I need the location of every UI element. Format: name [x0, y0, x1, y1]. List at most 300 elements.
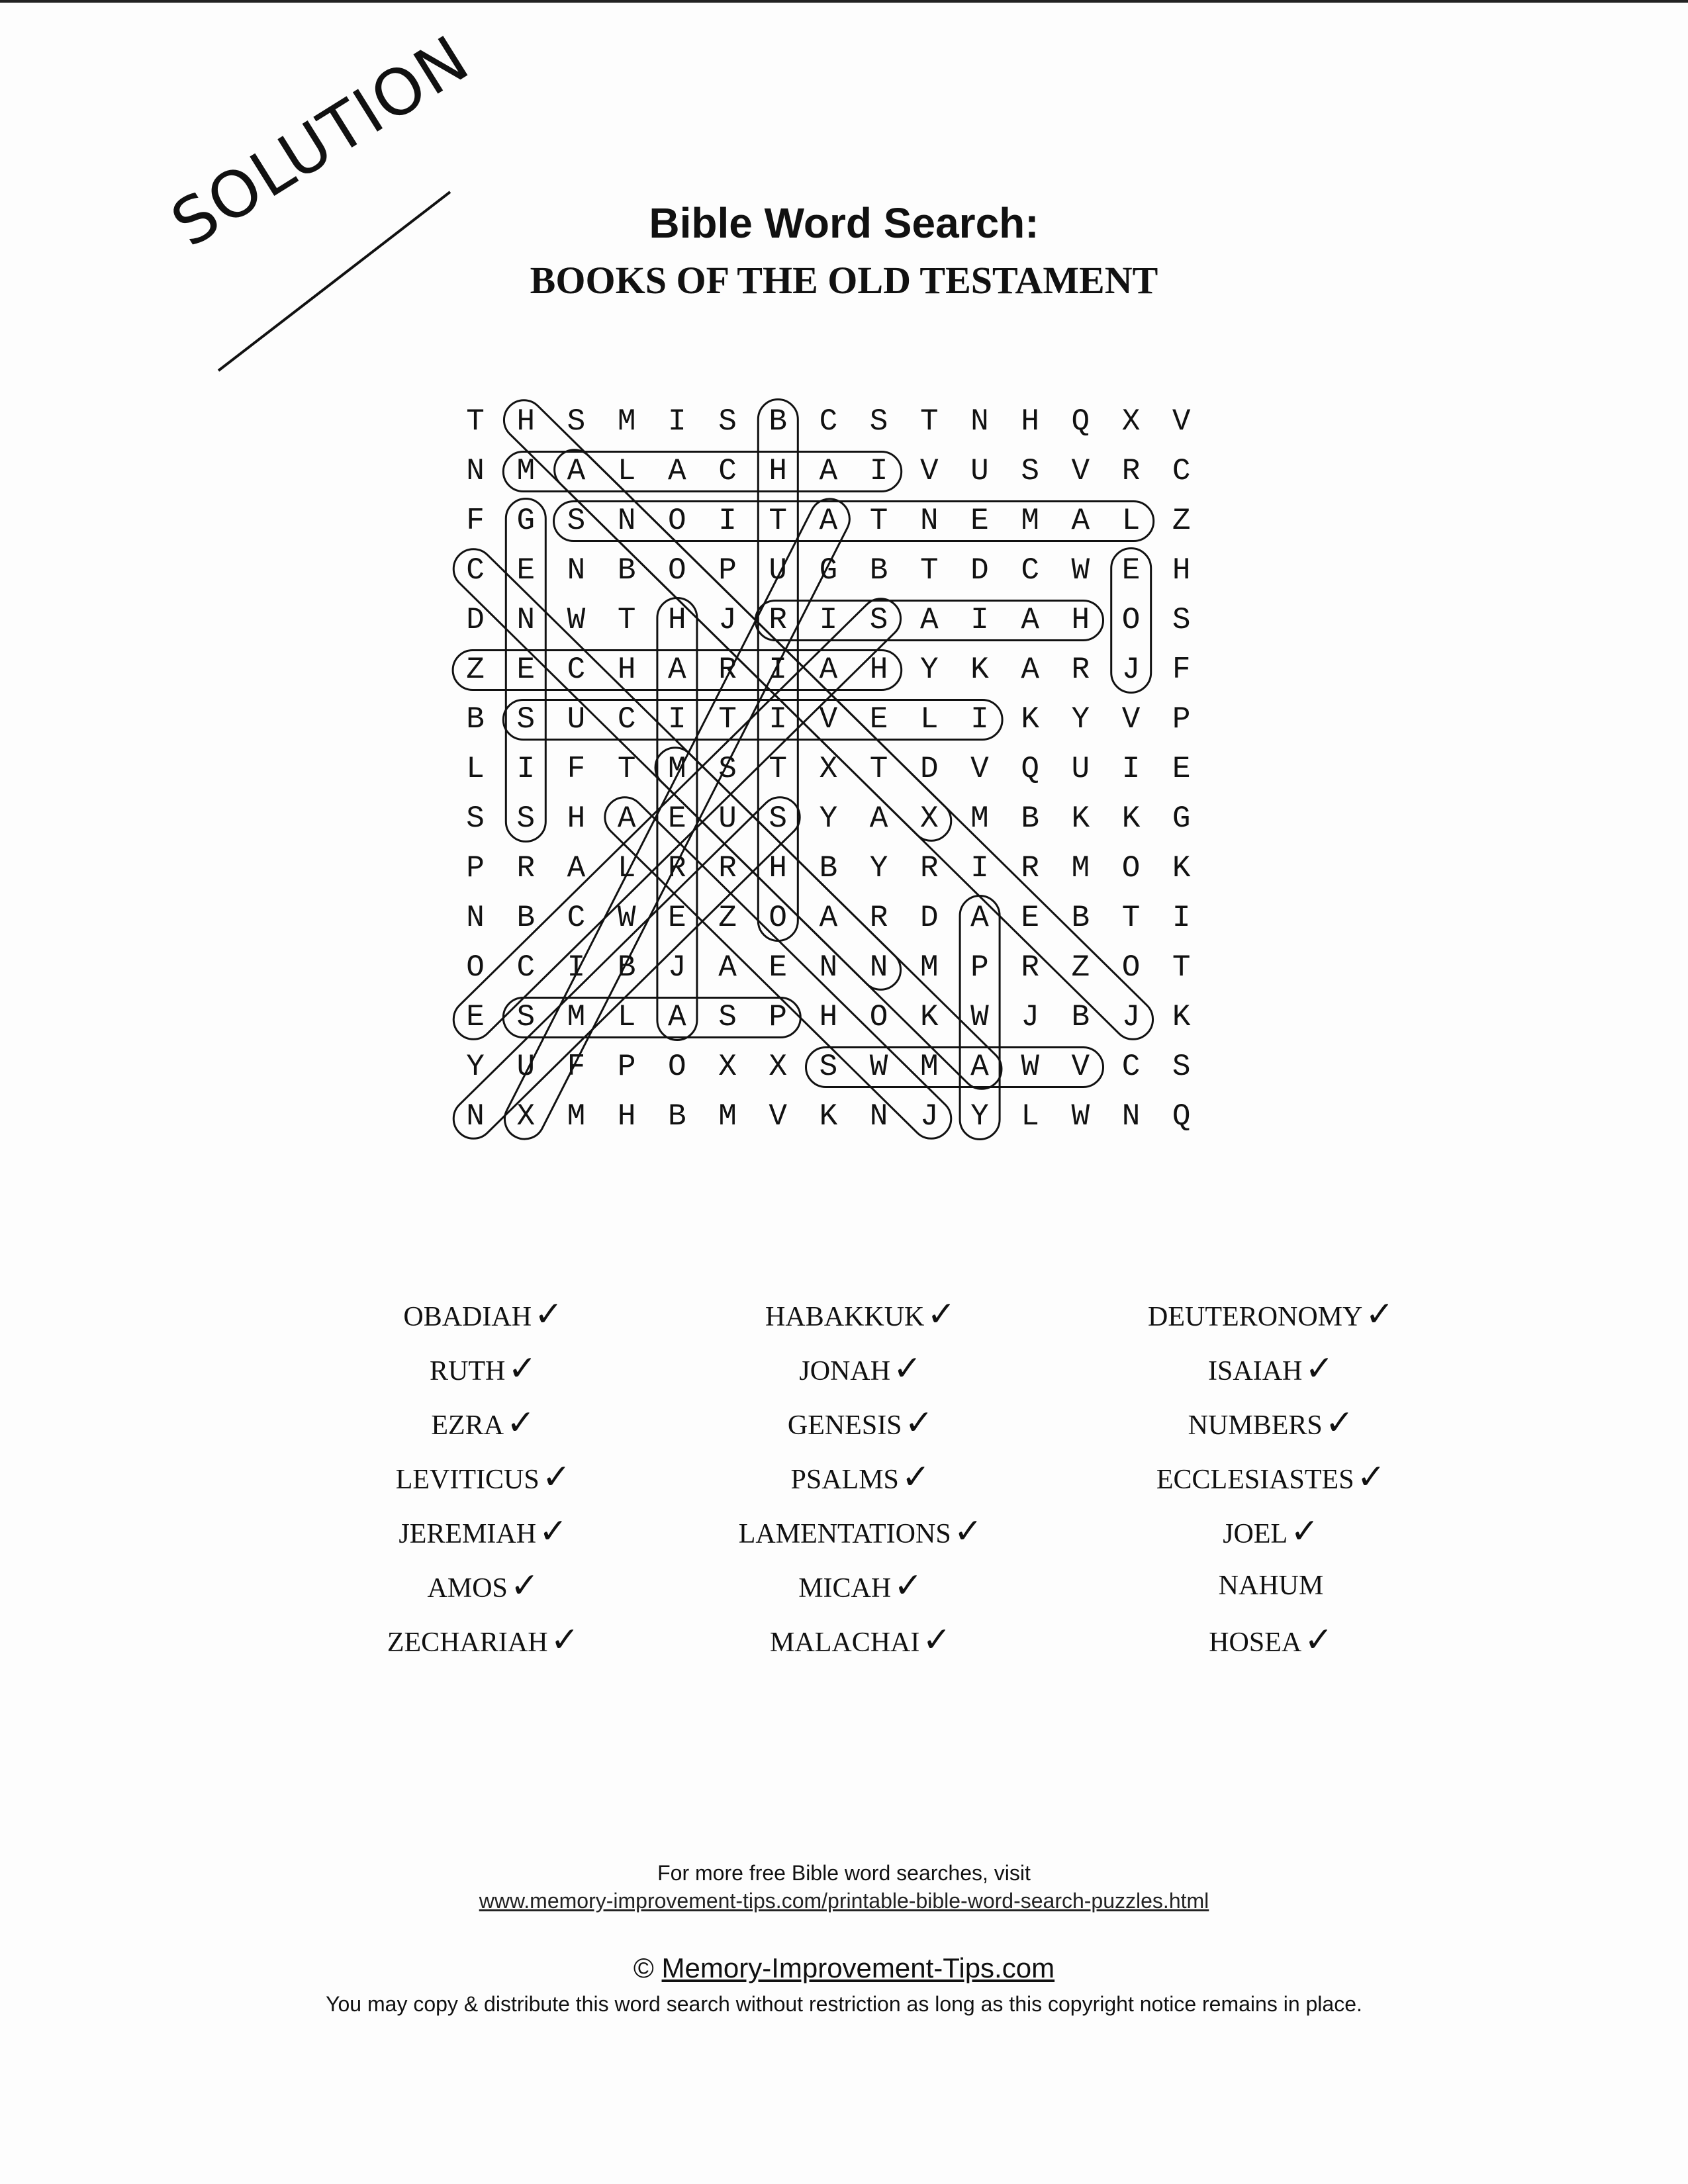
word-list-item — [285, 1342, 682, 1396]
grid-letter: O — [769, 901, 788, 935]
grid-letter: N — [970, 404, 989, 439]
grid-letter: I — [970, 702, 989, 737]
grid-letter: N — [466, 454, 485, 488]
grid-letter: L — [617, 454, 636, 488]
grid-letter: I — [1172, 901, 1191, 935]
found-word-loop — [553, 502, 1153, 541]
grid-letter: A — [869, 801, 888, 836]
checkmark-icon: ✓ — [904, 1403, 934, 1443]
grid-letter: A — [668, 1000, 686, 1034]
word-list-item — [1072, 1342, 1470, 1396]
grid-letter: R — [718, 851, 737, 886]
grid-letter: X — [516, 1099, 536, 1134]
grid-letter: R — [869, 901, 888, 935]
checkmark-icon: ✓ — [894, 1566, 923, 1606]
word-label: EZRA — [431, 1410, 504, 1441]
checkmark-icon: ✓ — [1304, 1620, 1333, 1660]
grid-letter: B — [1071, 1000, 1090, 1034]
word-list-item — [285, 1396, 682, 1450]
word-column-2 — [662, 1287, 1059, 1667]
grid-letter: O — [668, 553, 686, 588]
grid-letter: B — [819, 851, 838, 886]
checkmark-icon: ✓ — [901, 1457, 931, 1497]
grid-letter: W — [869, 1050, 888, 1084]
grid-letter: E — [1121, 553, 1141, 588]
grid-letter: O — [668, 1050, 686, 1084]
checkmark-icon: ✓ — [506, 1403, 536, 1443]
grid-letter: Z — [466, 653, 485, 687]
grid-letter: H — [819, 1000, 838, 1034]
word-label: OBADIAH — [403, 1302, 532, 1332]
grid-letter: T — [769, 752, 788, 786]
word-list-item — [285, 1613, 682, 1667]
grid-letter: S — [718, 1000, 737, 1034]
grid-letter: M — [718, 1099, 737, 1134]
word-label: AMOS — [427, 1573, 508, 1604]
checkmark-icon: ✓ — [510, 1566, 539, 1606]
grid-letter: D — [970, 553, 989, 588]
word-list-item — [285, 1450, 682, 1504]
grid-letter: S — [516, 702, 536, 737]
page-title: Bible Word Search: — [649, 199, 1039, 247]
grid-letter: P — [1172, 702, 1191, 737]
grid-letter: N — [466, 901, 485, 935]
grid-letter: V — [1071, 1050, 1090, 1084]
solution-annotation: SOLUTION — [159, 21, 483, 261]
grid-letter: H — [1172, 553, 1191, 588]
word-list-item — [1072, 1450, 1470, 1504]
grid-letter: X — [718, 1050, 737, 1084]
grid-letter: S — [718, 752, 737, 786]
word-label: NUMBERS — [1188, 1410, 1323, 1441]
found-word-loop — [506, 499, 545, 842]
word-list-item — [662, 1342, 1059, 1396]
grid-letter: E — [1021, 901, 1039, 935]
footer-url-link[interactable]: www.memory-improvement-tips.com/printable-bible-word-search-puzzles.html — [479, 1889, 1209, 1913]
grid-letter: C — [718, 454, 737, 488]
grid-letter: R — [1071, 653, 1090, 687]
grid-letter: H — [769, 454, 788, 488]
found-word-loop — [496, 392, 959, 848]
grid-letter: K — [1021, 702, 1039, 737]
footer-site-link[interactable]: Memory-Improvement-Tips.com — [661, 1952, 1055, 1983]
word-list — [0, 1287, 1688, 1658]
grid-letter: A — [819, 901, 838, 935]
grid-letter: I — [567, 950, 586, 985]
grid-letter: K — [970, 653, 989, 687]
grid-letter: E — [869, 702, 888, 737]
grid-letter: T — [869, 752, 888, 786]
word-search-grid — [450, 397, 1244, 1158]
grid-letter: O — [466, 950, 485, 985]
grid-letter: H — [1071, 603, 1090, 637]
word-label: HABAKKUK — [765, 1302, 925, 1332]
grid-letter: K — [1172, 1000, 1191, 1034]
grid-letter: Y — [869, 851, 888, 886]
found-word-loop — [647, 739, 1010, 1097]
grid-letter: I — [819, 603, 838, 637]
grid-letter: E — [1172, 752, 1191, 786]
checkmark-icon: ✓ — [927, 1295, 956, 1334]
grid-letter: I — [1121, 752, 1141, 786]
grid-letter: O — [668, 504, 686, 538]
grid-letter: M — [919, 1050, 939, 1084]
found-word-loop — [445, 590, 909, 1047]
grid-letter: Z — [1071, 950, 1090, 985]
grid-letter: W — [1071, 553, 1090, 588]
grid-letter: W — [567, 603, 586, 637]
grid-letter: I — [970, 851, 989, 886]
grid-letter: N — [1121, 1099, 1141, 1134]
grid-letter: S — [869, 404, 888, 439]
word-label: JEREMIAH — [399, 1519, 537, 1549]
grid-letter: J — [1021, 1000, 1039, 1034]
grid-letter: F — [567, 1050, 586, 1084]
grid-letter: S — [466, 801, 485, 836]
grid-letter: P — [769, 1000, 788, 1034]
grid-letter: T — [617, 752, 636, 786]
word-list-item — [1072, 1396, 1470, 1450]
grid-letter: A — [668, 454, 686, 488]
grid-letter: T — [466, 404, 485, 439]
grid-letter: G — [1172, 801, 1191, 836]
grid-letter: I — [970, 603, 989, 637]
grid-letter: H — [869, 653, 888, 687]
grid-letter: M — [919, 950, 939, 985]
grid-letter: W — [1021, 1050, 1039, 1084]
grid-letter: T — [919, 553, 939, 588]
grid-letter: N — [869, 950, 888, 985]
grid-letter: I — [718, 504, 737, 538]
grid-letter: X — [1121, 404, 1141, 439]
checkmark-icon: ✓ — [508, 1349, 537, 1388]
word-list-item — [285, 1504, 682, 1559]
word-label: RUTH — [430, 1356, 506, 1387]
grid-letter: T — [1172, 950, 1191, 985]
grid-letter: C — [1121, 1050, 1141, 1084]
grid-letter: A — [970, 901, 989, 935]
grid-letter: N — [617, 504, 636, 538]
grid-letter: X — [919, 801, 939, 836]
checkmark-icon: ✓ — [1290, 1512, 1319, 1551]
checkmark-icon: ✓ — [541, 1457, 571, 1497]
checkmark-icon: ✓ — [550, 1620, 580, 1660]
grid-letter: K — [1071, 801, 1090, 836]
grid-letter: S — [1172, 1050, 1191, 1084]
grid-letter: F — [567, 752, 586, 786]
checkmark-icon: ✓ — [953, 1512, 983, 1551]
grid-letter: B — [769, 404, 788, 439]
grid-letter: P — [718, 553, 737, 588]
grid-letter: B — [1021, 801, 1039, 836]
grid-letter: C — [466, 553, 485, 588]
found-word-loop — [596, 789, 959, 1146]
grid-letter: A — [819, 504, 838, 538]
grid-letter: M — [617, 404, 636, 439]
grid-letter: C — [516, 950, 536, 985]
grid-letter: L — [1121, 504, 1141, 538]
grid-letter: U — [718, 801, 737, 836]
word-list-item — [1072, 1504, 1470, 1559]
grid-letter: M — [567, 1099, 586, 1134]
grid-letter: B — [1071, 901, 1090, 935]
footer-copyright — [0, 1952, 1688, 1984]
word-list-item — [1072, 1287, 1470, 1342]
grid-letter: A — [819, 653, 838, 687]
grid-letter: Z — [718, 901, 737, 935]
grid-letter: A — [970, 1050, 989, 1084]
grid-letter: R — [668, 851, 686, 886]
word-label: ZECHARIAH — [387, 1627, 548, 1658]
found-word-loop — [546, 441, 1161, 1047]
grid-letter: A — [617, 801, 636, 836]
grid-letter: L — [617, 1000, 636, 1034]
grid-letter: E — [668, 901, 686, 935]
grid-letter: L — [1021, 1099, 1039, 1134]
found-word-loop — [960, 896, 1000, 1140]
grid-letter: K — [1172, 851, 1191, 886]
grid-letter: K — [1121, 801, 1141, 836]
grid-letter: S — [819, 1050, 838, 1084]
grid-letter: V — [970, 752, 989, 786]
grid-letter: V — [1121, 702, 1141, 737]
grid-letter: O — [869, 1000, 888, 1034]
grid-letter: C — [1021, 553, 1039, 588]
grid-letter: X — [769, 1050, 788, 1084]
grid-letter: A — [1021, 653, 1039, 687]
grid-letter: K — [919, 1000, 939, 1034]
grid-letter: T — [919, 404, 939, 439]
found-word-loop — [657, 598, 697, 1040]
grid-letter: V — [1071, 454, 1090, 488]
grid-letter: B — [668, 1099, 686, 1134]
grid-letter: A — [1021, 603, 1039, 637]
word-label: JONAH — [799, 1356, 891, 1387]
grid-letter: E — [516, 553, 536, 588]
grid-letter: L — [919, 702, 939, 737]
grid-letter: T — [718, 702, 737, 737]
word-list-item — [662, 1287, 1059, 1342]
grid-letter: K — [819, 1099, 838, 1134]
grid-letter: H — [516, 404, 536, 439]
grid-letter: R — [1021, 851, 1039, 886]
word-label: MICAH — [798, 1573, 892, 1604]
grid-letter: A — [819, 454, 838, 488]
grid-letter: J — [1121, 1000, 1141, 1034]
grid-letter: H — [617, 1099, 636, 1134]
grid-letter: S — [1021, 454, 1039, 488]
grid-letter: E — [668, 801, 686, 836]
word-list-item — [662, 1504, 1059, 1559]
checkmark-icon: ✓ — [1365, 1295, 1394, 1334]
grid-letter: T — [617, 603, 636, 637]
footer-visit-text: For more free Bible word searches, visit — [657, 1861, 1031, 1885]
found-word-loop — [445, 789, 808, 1146]
grid-letter: G — [819, 553, 838, 588]
checkmark-icon: ✓ — [922, 1620, 951, 1660]
word-column-3 — [1072, 1287, 1470, 1667]
word-label: ECCLESIASTES — [1156, 1465, 1354, 1495]
grid-letter: M — [516, 454, 536, 488]
grid-letter: X — [819, 752, 838, 786]
grid-letter: Q — [1071, 404, 1090, 439]
grid-letter: A — [718, 950, 737, 985]
copyright-symbol: © — [633, 1952, 654, 1983]
grid-letter: B — [617, 950, 636, 985]
grid-letter: S — [1172, 603, 1191, 637]
grid-letter: B — [466, 702, 485, 737]
grid-letter: W — [1071, 1099, 1090, 1134]
grid-letter: P — [466, 851, 485, 886]
grid-letter: H — [617, 653, 636, 687]
grid-letter: U — [970, 454, 989, 488]
grid-letter: C — [567, 653, 586, 687]
word-list-item — [1072, 1613, 1470, 1667]
grid-letter: Y — [819, 801, 838, 836]
grid-letter: H — [668, 603, 686, 637]
grid-letter: S — [567, 504, 586, 538]
grid-letter: O — [1121, 851, 1141, 886]
checkmark-icon: ✓ — [1325, 1403, 1354, 1443]
word-label: MALACHAI — [770, 1627, 920, 1658]
word-label: NAHUM — [1218, 1570, 1324, 1601]
word-label: HOSEA — [1209, 1627, 1302, 1658]
word-label: ISAIAH — [1208, 1356, 1303, 1387]
grid-letter: B — [516, 901, 536, 935]
grid-letter: I — [668, 404, 686, 439]
grid-letter: A — [567, 851, 586, 886]
word-list-item — [662, 1613, 1059, 1667]
grid-letter: Y — [1071, 702, 1090, 737]
grid-letter: A — [1071, 504, 1090, 538]
grid-letter: A — [567, 454, 586, 488]
grid-letter: E — [970, 504, 989, 538]
word-label: PSALMS — [790, 1465, 899, 1495]
grid-letter: S — [516, 801, 536, 836]
grid-letter: E — [516, 653, 536, 687]
grid-letter: U — [567, 702, 586, 737]
grid-letter: C — [1172, 454, 1191, 488]
word-label: LAMENTATIONS — [738, 1519, 951, 1549]
grid-letter: U — [516, 1050, 536, 1084]
grid-letter: P — [970, 950, 989, 985]
grid-letter: D — [919, 752, 939, 786]
checkmark-icon: ✓ — [893, 1349, 922, 1388]
grid-letter: P — [617, 1050, 636, 1084]
grid-letter: L — [466, 752, 485, 786]
found-word-loop — [1111, 549, 1151, 693]
word-label: GENESIS — [787, 1410, 902, 1441]
page-subtitle: BOOKS OF THE OLD TESTAMENT — [530, 259, 1158, 302]
grid-letter: N — [819, 950, 838, 985]
grid-letter: R — [718, 653, 737, 687]
grid-letter: J — [718, 603, 737, 637]
found-word-loop — [498, 492, 856, 1146]
grid-letter: W — [617, 901, 636, 935]
grid-letter: R — [769, 603, 788, 637]
grid-letter: I — [869, 454, 888, 488]
grid-letter: H — [769, 851, 788, 886]
grid-letter: U — [769, 553, 788, 588]
grid-letter: J — [1121, 653, 1141, 687]
checkmark-icon: ✓ — [1356, 1457, 1386, 1497]
grid-letter: M — [970, 801, 989, 836]
grid-letter: W — [970, 1000, 989, 1034]
checkmark-icon: ✓ — [539, 1512, 568, 1551]
checkmark-icon: ✓ — [534, 1295, 563, 1334]
grid-letter: V — [819, 702, 838, 737]
grid-letter: C — [819, 404, 838, 439]
grid-letter: F — [466, 504, 485, 538]
grid-letter: A — [668, 653, 686, 687]
word-list-item — [662, 1450, 1059, 1504]
grid-letter: Q — [1021, 752, 1039, 786]
grid-letter: C — [617, 702, 636, 737]
top-border — [0, 0, 1688, 3]
grid-letter: V — [919, 454, 939, 488]
grid-letter: V — [769, 1099, 788, 1134]
grid-letter: T — [869, 504, 888, 538]
grid-letter: R — [1021, 950, 1039, 985]
grid-letter: F — [1172, 653, 1191, 687]
grid-letter: T — [769, 504, 788, 538]
grid-letter: Q — [1172, 1099, 1191, 1134]
grid-letter: H — [567, 801, 586, 836]
word-list-item — [285, 1287, 682, 1342]
grid-letter: J — [919, 1099, 939, 1134]
grid-letter: B — [869, 553, 888, 588]
grid-letter: Y — [466, 1050, 485, 1084]
solution-markings — [450, 397, 1244, 1158]
grid-letter: S — [718, 404, 737, 439]
grid-letter: M — [668, 752, 686, 786]
word-list-item — [285, 1559, 682, 1613]
grid-letter: S — [769, 801, 788, 836]
grid-letter: S — [567, 404, 586, 439]
grid-letter: N — [516, 603, 536, 637]
grid-letter: A — [919, 603, 939, 637]
grid-letter: I — [668, 702, 686, 737]
grid-letter: L — [617, 851, 636, 886]
word-column-1 — [285, 1287, 682, 1667]
grid-letter: R — [919, 851, 939, 886]
grid-letter: J — [668, 950, 686, 985]
grid-letter: M — [1021, 504, 1039, 538]
word-list-item — [1072, 1559, 1470, 1613]
word-label: DEUTERONOMY — [1148, 1302, 1363, 1332]
grid-letter: O — [1121, 603, 1141, 637]
grid-letter: N — [466, 1099, 485, 1134]
grid-letter: B — [617, 553, 636, 588]
grid-letter: D — [919, 901, 939, 935]
found-word-loop — [503, 700, 1002, 740]
word-label: JOEL — [1223, 1519, 1288, 1549]
grid-letter: N — [869, 1099, 888, 1134]
grid-letter: Y — [970, 1099, 989, 1134]
grid-letter: E — [769, 950, 788, 985]
grid-letter: I — [516, 752, 536, 786]
grid-letter: D — [466, 603, 485, 637]
grid-letter: I — [769, 702, 788, 737]
grid-letter: S — [516, 1000, 536, 1034]
grid-letter: T — [1121, 901, 1141, 935]
grid-letter: Y — [919, 653, 939, 687]
found-word-loop — [453, 651, 902, 690]
grid-letter: M — [567, 1000, 586, 1034]
found-word-loop — [445, 541, 909, 997]
grid-letter: R — [1121, 454, 1141, 488]
grid-letter: R — [516, 851, 536, 886]
